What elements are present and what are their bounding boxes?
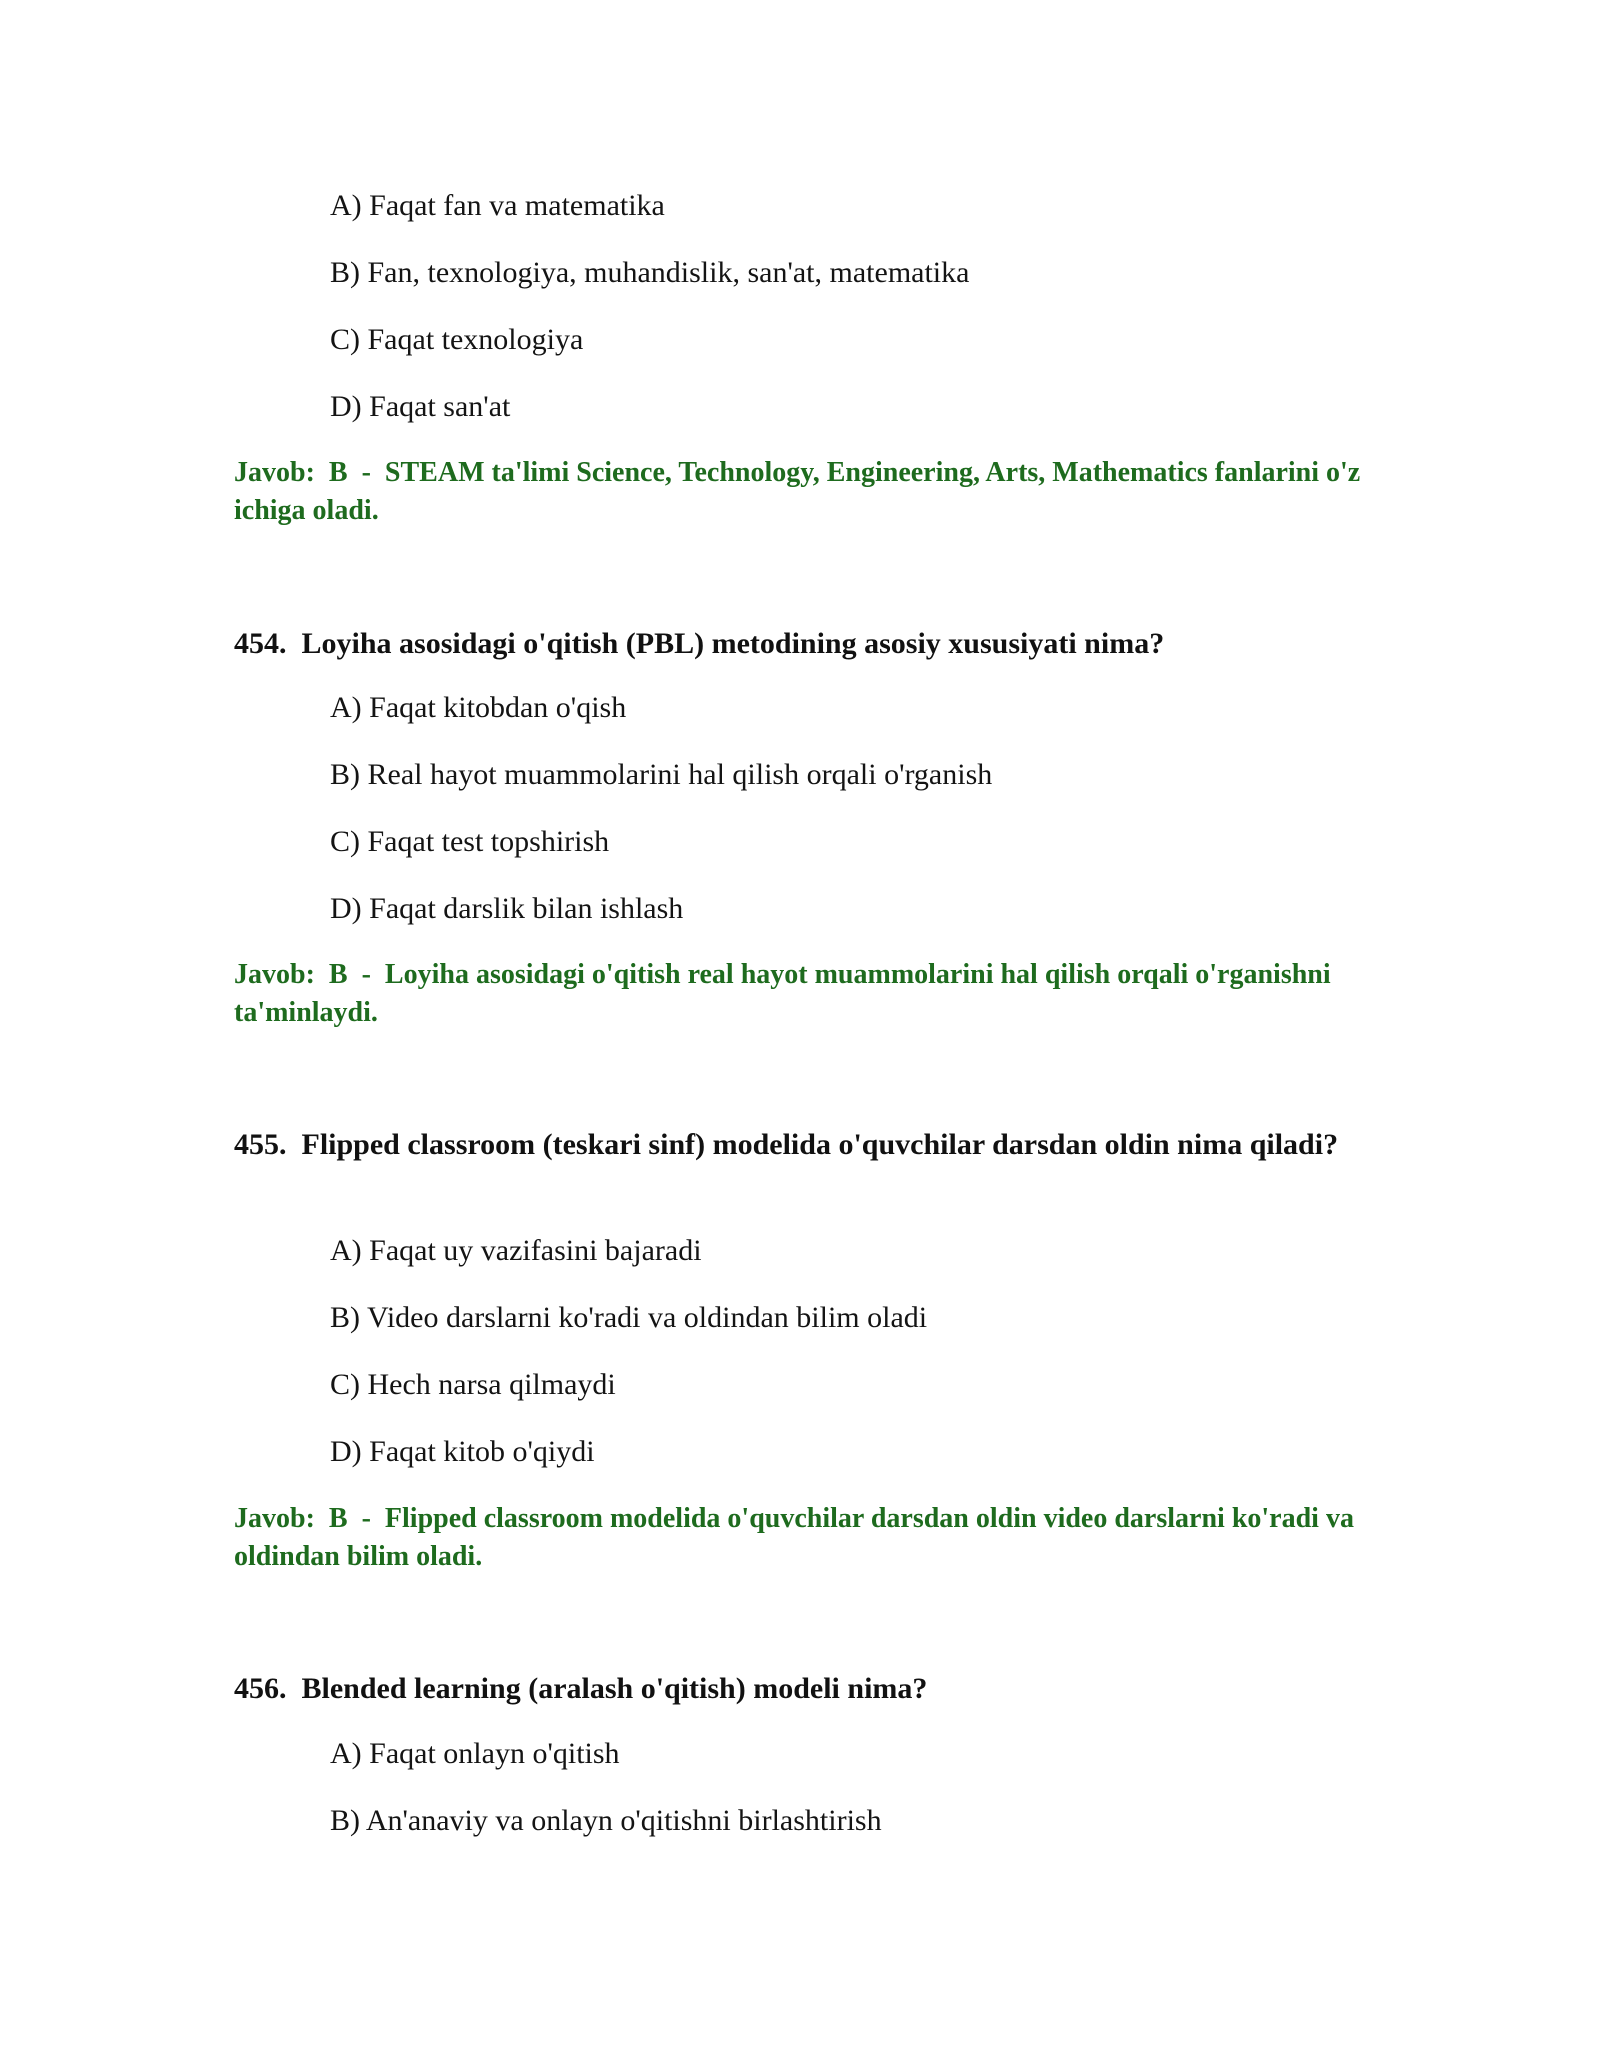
answer-prefix: Javob: bbox=[234, 457, 315, 488]
question-454 bbox=[234, 623, 1384, 664]
answer-explanation bbox=[234, 956, 1384, 1032]
option-b: B) Video darslarni ko'radi va oldindan bilim oladi bbox=[330, 1301, 928, 1334]
option-b: B) An'anaviy va onlayn o'qitishni birlashtirish bbox=[330, 1804, 882, 1837]
answer-text: Loyiha asosidagi o'qitish real hayot muammolarini hal qilish orqali o'rganishni ta'minlaydi. bbox=[234, 959, 1331, 1028]
answer-text: STEAM ta'limi Science, Technology, Engineering, Arts, Mathematics fanlarini o'z ichiga oladi. bbox=[234, 457, 1361, 526]
question-text: Loyiha asosidagi o'qitish (PBL) metodining asosiy xususiyati nima? bbox=[301, 627, 1165, 660]
option-c: C) Faqat test topshirish bbox=[330, 825, 610, 858]
question-number: 455. bbox=[234, 1128, 287, 1161]
question-455 bbox=[234, 1124, 1384, 1165]
question-text: Blended learning (aralash o'qitish) modeli nima? bbox=[301, 1672, 928, 1705]
question-number: 454. bbox=[234, 627, 287, 660]
option-a: A) Faqat kitobdan o'qish bbox=[330, 691, 627, 724]
answer-letter: B bbox=[328, 457, 348, 488]
option-d: D) Faqat darslik bilan ishlash bbox=[330, 892, 684, 925]
option-a: A) Faqat fan va matematika bbox=[330, 189, 665, 222]
option-b: B) Fan, texnologiya, muhandislik, san'at, matematika bbox=[330, 256, 970, 289]
answer-letter: B bbox=[328, 959, 348, 990]
option-a: A) Faqat onlayn o'qitish bbox=[330, 1737, 620, 1770]
option-b: B) Real hayot muammolarini hal qilish orqali o'rganish bbox=[330, 758, 993, 791]
answer-prefix: Javob: bbox=[234, 1503, 315, 1534]
option-c: C) Faqat texnologiya bbox=[330, 323, 584, 356]
answer-text: Flipped classroom modelida o'quvchilar darsdan oldin video darslarni ko'radi va oldindan bilim oladi. bbox=[234, 1503, 1354, 1572]
option-d: D) Faqat san'at bbox=[330, 390, 511, 423]
answer-separator: - bbox=[361, 1503, 371, 1534]
answer-separator: - bbox=[361, 457, 371, 488]
answer-explanation bbox=[234, 1500, 1384, 1576]
option-c: C) Hech narsa qilmaydi bbox=[330, 1368, 616, 1401]
question-number: 456. bbox=[234, 1672, 287, 1705]
answer-explanation bbox=[234, 454, 1384, 530]
option-d: D) Faqat kitob o'qiydi bbox=[330, 1435, 595, 1468]
answer-prefix: Javob: bbox=[234, 959, 315, 990]
answer-letter: B bbox=[328, 1503, 348, 1534]
question-text: Flipped classroom (teskari sinf) modelida o'quvchilar darsdan oldin nima qiladi? bbox=[301, 1128, 1339, 1161]
answer-separator: - bbox=[361, 959, 371, 990]
option-a: A) Faqat uy vazifasini bajaradi bbox=[330, 1234, 702, 1267]
question-456 bbox=[234, 1668, 1384, 1709]
